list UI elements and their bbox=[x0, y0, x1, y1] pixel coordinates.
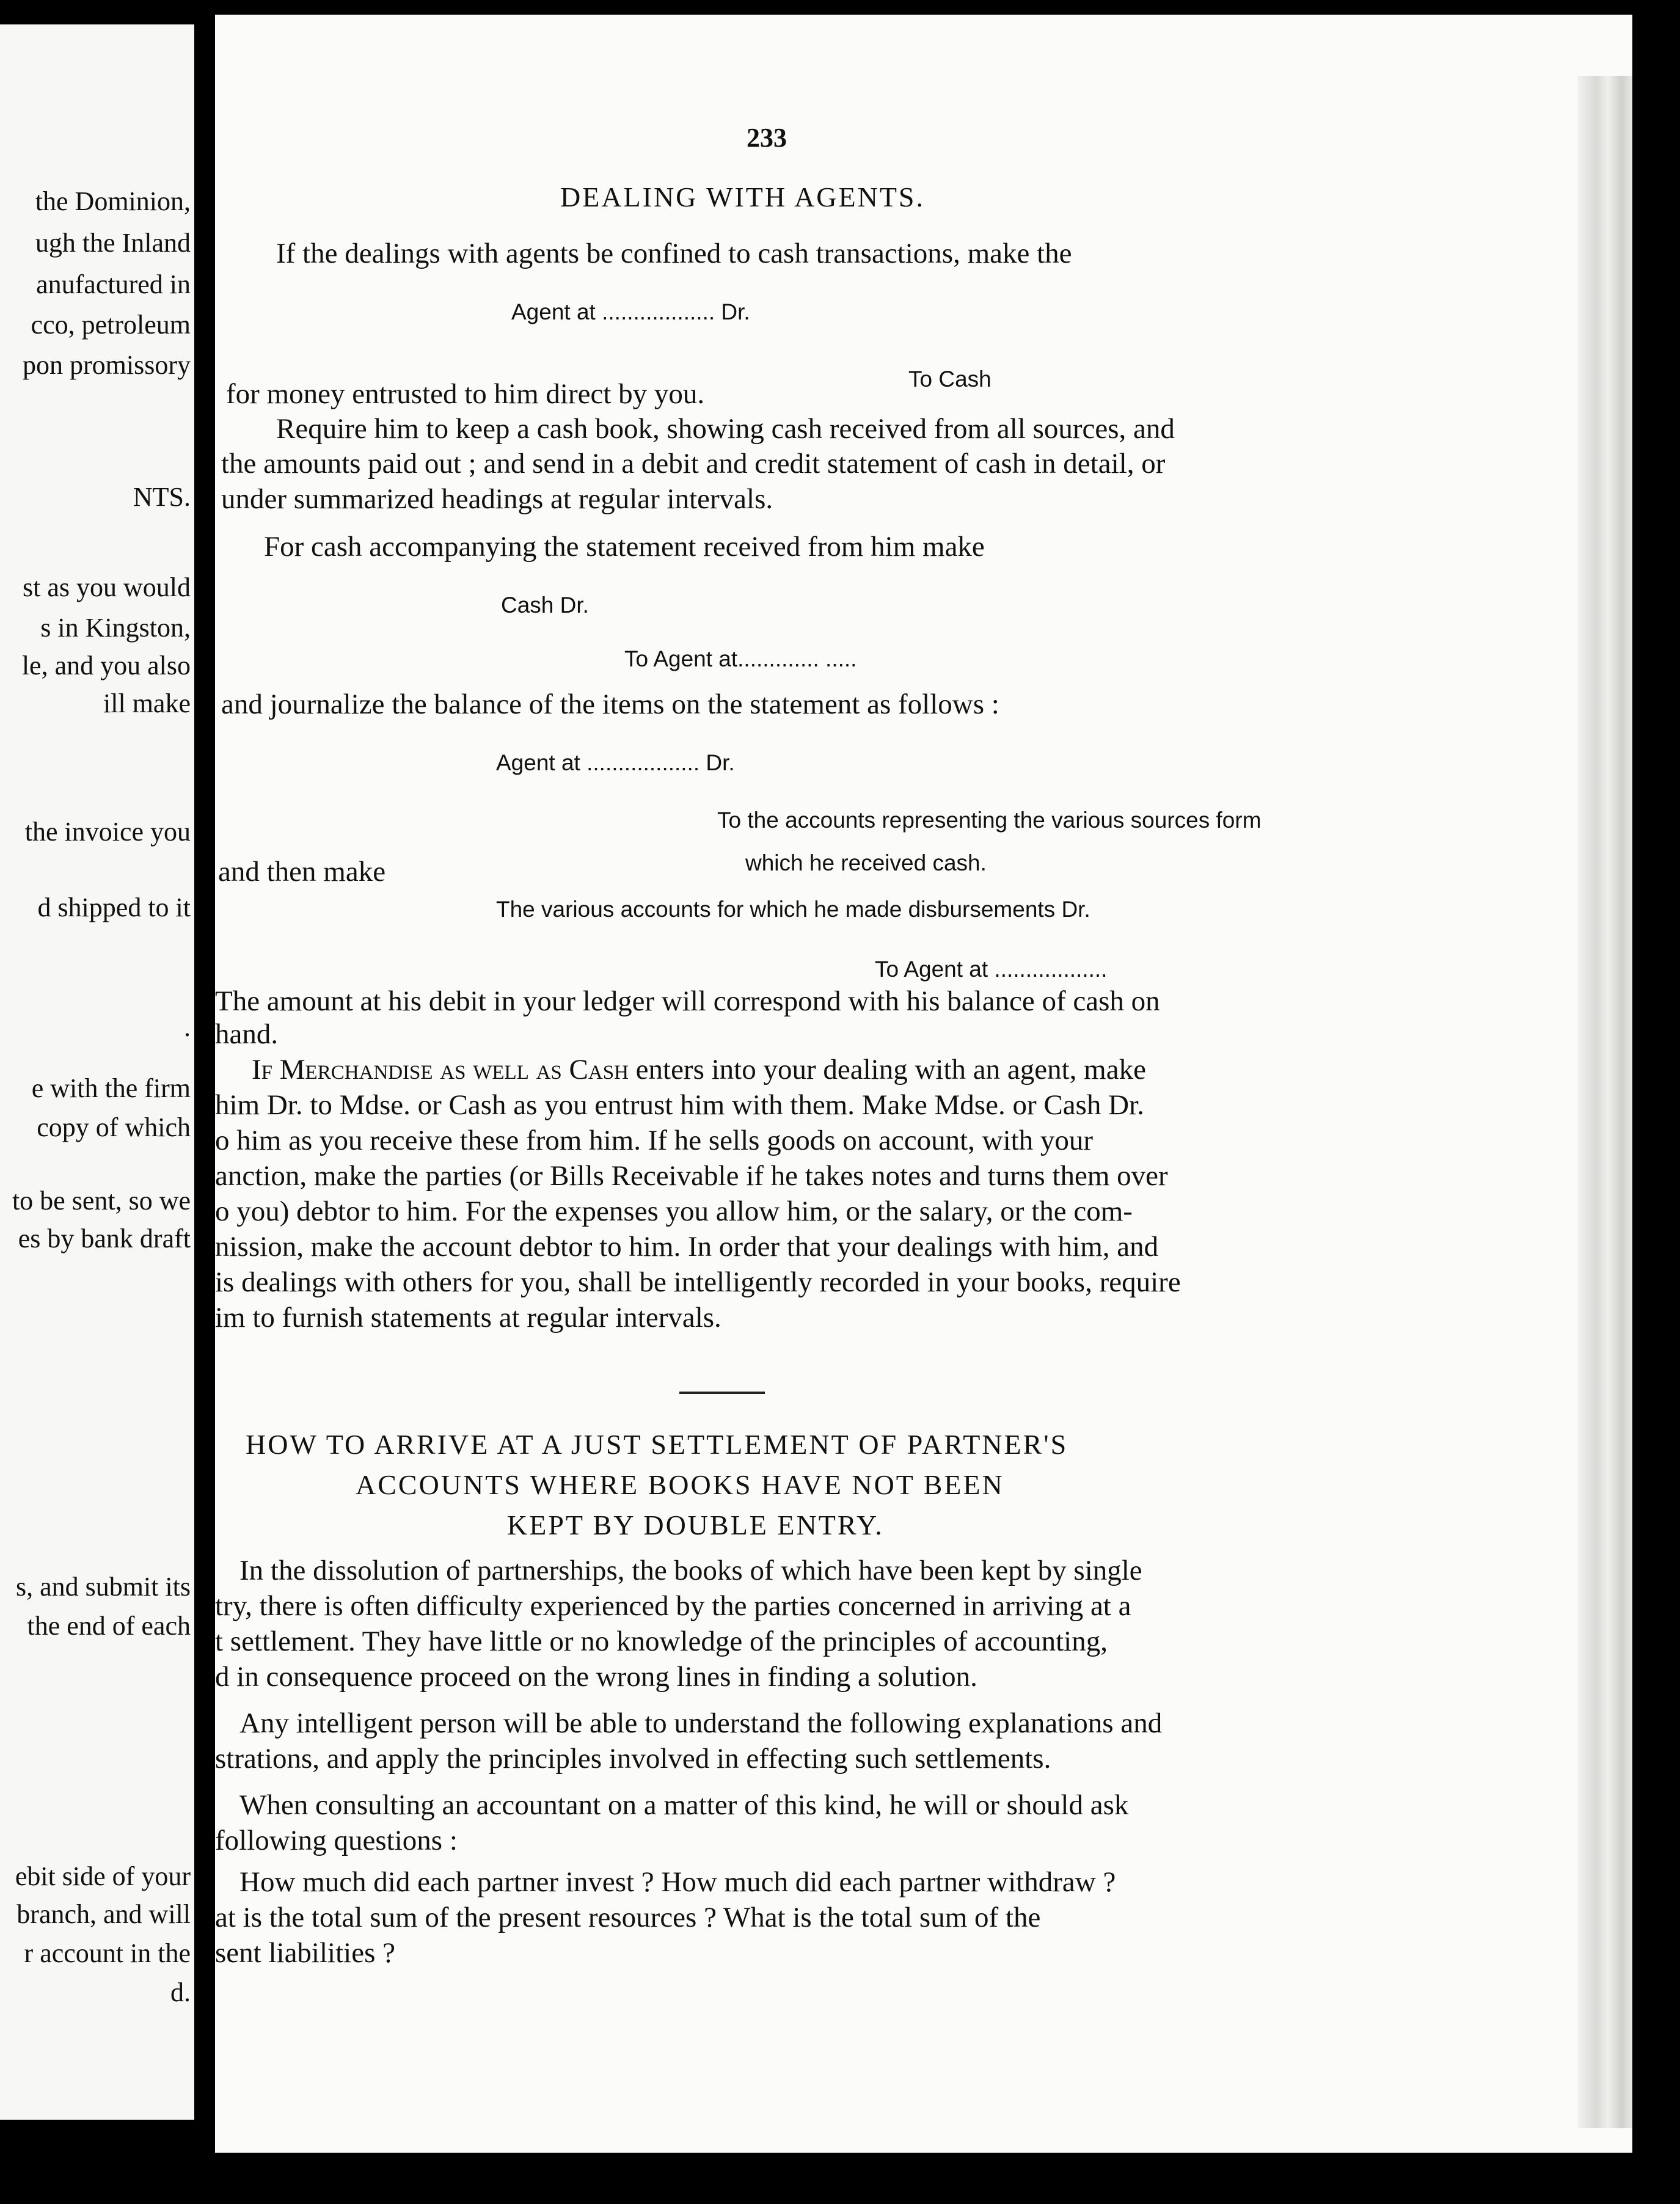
facing-page-line: copy of which bbox=[37, 1112, 191, 1142]
facing-page-line: d shipped to it bbox=[37, 892, 191, 922]
journal-entry-credit: To Agent at............. ..... bbox=[624, 646, 857, 671]
paragraph-line: is dealings with others for you, shall be intelligently recorded in your books, require bbox=[215, 1266, 1181, 1298]
paragraph-line: For cash accompanying the statement received from him make bbox=[264, 531, 985, 563]
paragraph-line: Any intelligent person will be able to understand the following explanations and bbox=[239, 1707, 1163, 1739]
paragraph-line: nission, make the account debtor to him. In order that your dealings with him, and bbox=[215, 1231, 1159, 1263]
facing-page-line: ugh the Inland bbox=[35, 228, 191, 258]
facing-page-line: . bbox=[184, 1012, 191, 1042]
paragraph-line: d in consequence proceed on the wrong lines in finding a solution. bbox=[215, 1661, 977, 1693]
section-heading-partners: HOW TO ARRIVE AT A JUST SETTLEMENT OF PARTNER'S bbox=[246, 1429, 1068, 1460]
facing-page-line: branch, and will bbox=[16, 1899, 191, 1929]
paragraph-line: im to furnish statements at regular intervals. bbox=[215, 1302, 721, 1334]
facing-page-line: the end of each bbox=[27, 1611, 191, 1641]
section-heading-partners: ACCOUNTS WHERE BOOKS HAVE NOT BEEN bbox=[356, 1469, 1004, 1500]
page-number: 233 bbox=[747, 123, 787, 153]
facing-page-line: es by bank draft bbox=[18, 1224, 191, 1253]
facing-page-line: the invoice you bbox=[24, 817, 191, 847]
facing-page-line: the Dominion, bbox=[35, 186, 191, 216]
section-divider bbox=[679, 1392, 765, 1394]
paragraph-line: t settlement. They have little or no knowledge of the principles of accounting, bbox=[215, 1626, 1108, 1657]
journal-entry-credit: which he received cash. bbox=[745, 850, 987, 875]
facing-page-line: cco, petroleum bbox=[31, 310, 191, 340]
journal-entry-debit: Agent at .................. Dr. bbox=[496, 750, 735, 775]
book-gutter bbox=[194, 18, 215, 2138]
page-edge-shadow bbox=[1577, 76, 1632, 2128]
paragraph-line: hand. bbox=[215, 1018, 279, 1050]
facing-page-fragment bbox=[0, 24, 194, 2120]
facing-page-line: r account in the bbox=[24, 1938, 191, 1968]
paragraph-line: and journalize the balance of the items on the statement as follows : bbox=[221, 688, 999, 720]
paragraph-line: try, there is often difficulty experienced by the parties concerned in arriving at a bbox=[215, 1590, 1131, 1622]
facing-page-line: ill make bbox=[103, 688, 191, 718]
book-page bbox=[215, 15, 1632, 2153]
paragraph-line: under summarized headings at regular intervals. bbox=[221, 483, 773, 515]
facing-page-line: ebit side of your bbox=[15, 1861, 191, 1891]
section-heading-agents: DEALING WITH AGENTS. bbox=[560, 181, 926, 213]
facing-page-line: d. bbox=[170, 1977, 191, 2007]
paragraph-line: Require him to keep a cash book, showing cash received from all sources, and bbox=[276, 413, 1175, 445]
facing-page-line: NTS. bbox=[133, 482, 191, 512]
paragraph-line: strations, and apply the principles involved in effecting such settlements. bbox=[215, 1743, 1051, 1775]
paragraph-line-rest: enters into your dealing with an agent, make bbox=[628, 1054, 1146, 1086]
paragraph-line: for money entrusted to him direct by you. bbox=[226, 378, 705, 410]
facing-page-line: to be sent, so we bbox=[12, 1186, 191, 1216]
paragraph-line bbox=[252, 1056, 1146, 1084]
paragraph-line: anction, make the parties (or Bills Receivable if he takes notes and turns them over bbox=[215, 1160, 1168, 1192]
paragraph-line: In the dissolution of partnerships, the books of which have been kept by single bbox=[239, 1555, 1142, 1586]
facing-page-line: s, and submit its bbox=[15, 1572, 191, 1602]
journal-entry-debit: The various accounts for which he made disbursements Dr. bbox=[496, 897, 1090, 922]
facing-page-line: anufactured in bbox=[36, 269, 191, 299]
paragraph-line: at is the total sum of the present resources ? What is the total sum of the bbox=[215, 1902, 1041, 1933]
paragraph-line: sent liabilities ? bbox=[215, 1937, 395, 1969]
paragraph-line: How much did each partner invest ? How much did each partner withdraw ? bbox=[239, 1866, 1116, 1898]
paragraph-line: and then make bbox=[218, 856, 386, 888]
paragraph-line: The amount at his debit in your ledger will correspond with his balance of cash on bbox=[215, 985, 1160, 1017]
journal-entry-credit: To Agent at .................. bbox=[875, 957, 1108, 982]
smallcaps-lead: If Merchandise as well as Cash bbox=[252, 1054, 629, 1086]
journal-entry-debit: Cash Dr. bbox=[501, 593, 589, 618]
facing-page-line: pon promissory bbox=[23, 350, 191, 380]
paragraph-line: When consulting an accountant on a matter of this kind, he will or should ask bbox=[239, 1789, 1129, 1821]
facing-page-line: st as you would bbox=[23, 572, 191, 602]
paragraph-line: o you) debtor to him. For the expenses you allow him, or the salary, or the com- bbox=[215, 1195, 1133, 1227]
facing-page-line: e with the firm bbox=[31, 1073, 191, 1103]
journal-entry-credit: To Cash bbox=[908, 367, 992, 392]
journal-entry-debit: Agent at .................. Dr. bbox=[511, 299, 750, 324]
paragraph-line: the amounts paid out ; and send in a debit and credit statement of cash in detail, or bbox=[221, 448, 1166, 480]
paragraph-line: o him as you receive these from him. If he sells goods on account, with your bbox=[215, 1125, 1094, 1156]
facing-page-line: s in Kingston, bbox=[40, 613, 191, 643]
section-heading-partners: KEPT BY DOUBLE ENTRY. bbox=[507, 1509, 884, 1541]
journal-entry-credit: To the accounts representing the various sources form bbox=[717, 808, 1262, 833]
paragraph-line: him Dr. to Mdse. or Cash as you entrust him with them. Make Mdse. or Cash Dr. bbox=[215, 1089, 1144, 1121]
paragraph-line: If the dealings with agents be confined to cash transactions, make the bbox=[276, 238, 1072, 269]
paragraph-line: following questions : bbox=[215, 1825, 458, 1856]
facing-page-line: le, and you also bbox=[21, 651, 191, 681]
